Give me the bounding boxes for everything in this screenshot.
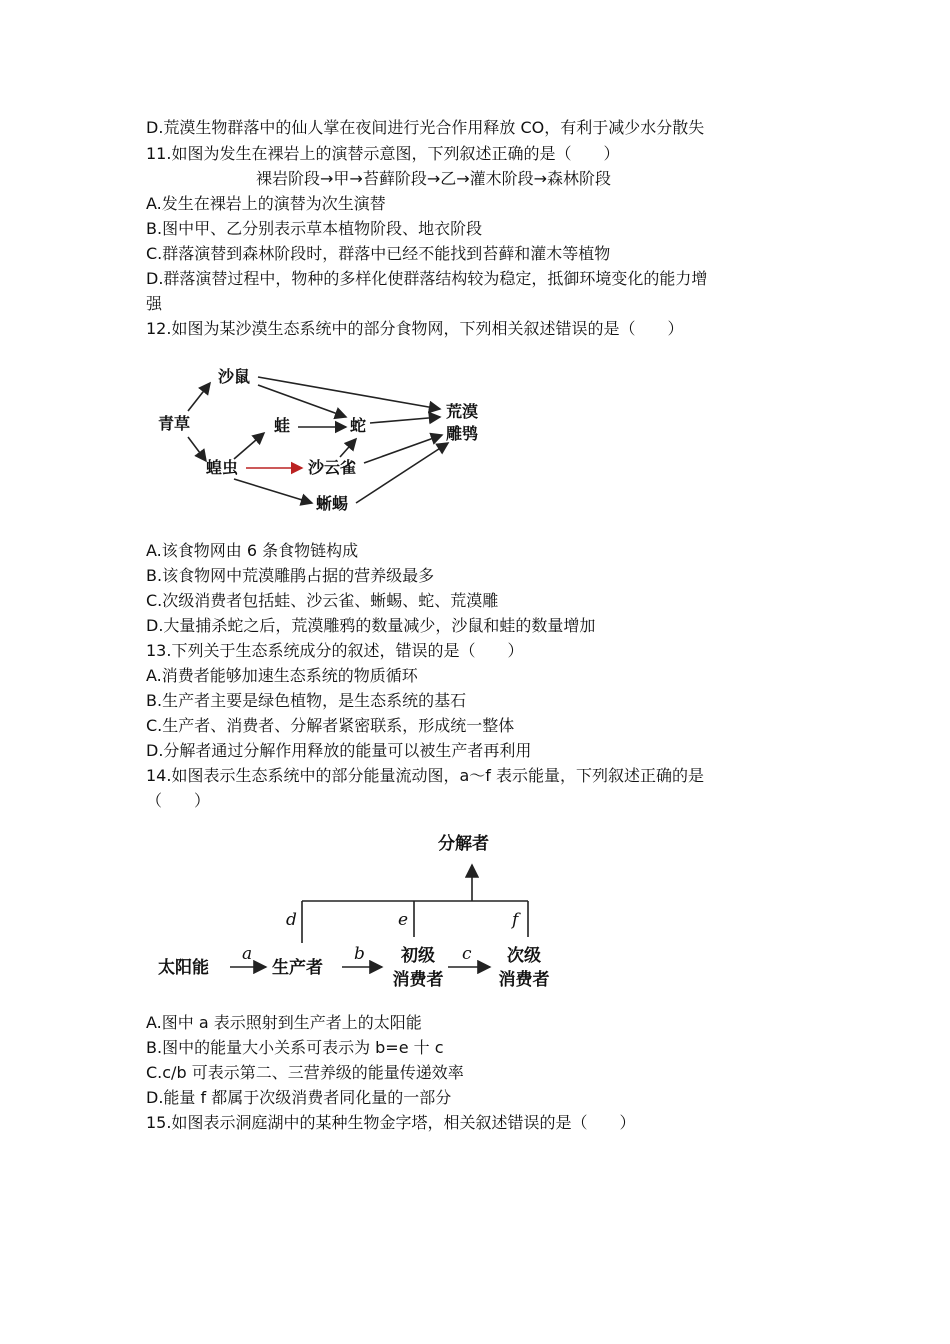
label-b: b xyxy=(354,944,365,964)
q11-option-b: B.图中甲、乙分别表示草本植物阶段、地衣阶段 xyxy=(146,219,483,238)
food-web-diagram xyxy=(150,355,510,525)
node-locust: 蝗虫 xyxy=(206,458,239,477)
node-gerbil: 沙鼠 xyxy=(218,367,251,386)
q11-stem: 11.如图为发生在裸岩上的演替示意图，下列叙述正确的是（ ） xyxy=(146,144,620,163)
arrow-gerbil-eagle xyxy=(258,377,440,409)
node-lark: 沙云雀 xyxy=(308,458,357,477)
q12-option-a: A.该食物网由 6 条食物链构成 xyxy=(146,541,359,560)
arrow-grass-locust xyxy=(188,437,206,461)
q15-stem: 15.如图表示洞庭湖中的某种生物金字塔，相关叙述错误的是（ ） xyxy=(146,1113,636,1132)
node-primary-line1: 初级 xyxy=(401,946,435,966)
q12-option-b: B.该食物网中荒漠雕鹃占据的营养级最多 xyxy=(146,566,435,585)
label-d: d xyxy=(286,910,297,930)
q11-succession-sequence: 裸岩阶段→甲→苔藓阶段→乙→灌木阶段→森林阶段 xyxy=(256,169,612,188)
label-a: a xyxy=(242,944,253,964)
q11-option-d-line1: D.群落演替过程中，物种的多样化使群落结构较为稳定，抵御环境变化的能力增 xyxy=(146,269,708,288)
q14-option-a: A.图中 a 表示照射到生产者上的太阳能 xyxy=(146,1013,422,1032)
q14-option-d: D.能量 f 都属于次级消费者同化量的一部分 xyxy=(146,1088,452,1107)
node-producer: 生产者 xyxy=(272,958,323,978)
q12-option-c: C.次级消费者包括蛙、沙云雀、蜥蜴、蛇、荒漠雕 xyxy=(146,591,499,610)
energy-flow-diagram xyxy=(150,825,570,1000)
q13-option-b: B.生产者主要是绿色植物，是生态系统的基石 xyxy=(146,691,467,710)
node-frog: 蛙 xyxy=(274,416,291,435)
q11-option-a: A.发生在裸岩上的演替为次生演替 xyxy=(146,194,386,213)
q14-option-b: B.图中的能量大小关系可表示为 b=e 十 c xyxy=(146,1038,444,1057)
node-lizard: 蜥蜴 xyxy=(316,494,349,513)
node-secondary-line2: 消费者 xyxy=(498,970,550,990)
q13-option-c: C.生产者、消费者、分解者紧密联系，形成统一整体 xyxy=(146,716,515,735)
q14-stem-line2: （ ） xyxy=(146,791,211,810)
node-sun: 太阳能 xyxy=(158,958,209,978)
arrow-lizard-eagle xyxy=(356,443,448,503)
node-primary-line2: 消费者 xyxy=(392,970,444,990)
label-e: e xyxy=(398,910,409,930)
arrow-lark-snake xyxy=(340,439,356,457)
q14-option-c: C.c/b 可表示第二、三营养级的能量传递效率 xyxy=(146,1063,464,1082)
arrow-snake-eagle xyxy=(370,417,440,423)
q12-option-d: D.大量捕杀蛇之后，荒漠雕鸦的数量减少，沙鼠和蛙的数量增加 xyxy=(146,616,596,635)
label-f: f xyxy=(512,910,519,930)
q11-option-d-line2: 强 xyxy=(146,294,163,313)
arrow-lark-eagle xyxy=(364,435,442,463)
arrow-locust-frog xyxy=(234,433,264,459)
label-c: c xyxy=(462,944,472,964)
node-grass: 青草 xyxy=(158,414,191,433)
node-snake: 蛇 xyxy=(350,416,367,435)
node-eagle-line1: 荒漠 xyxy=(446,402,479,421)
q14-stem-line1: 14.如图表示生态系统中的部分能量流动图，a～f 表示能量，下列叙述正确的是 xyxy=(146,766,704,785)
q12-stem: 12.如图为某沙漠生态系统中的部分食物网，下列相关叙述错误的是（ ） xyxy=(146,319,684,338)
q13-stem: 13.下列关于生态系统成分的叙述，错误的是（ ） xyxy=(146,641,524,660)
arrow-grass-gerbil xyxy=(188,383,210,411)
q13-option-d: D.分解者通过分解作用释放的能量可以被生产者再利用 xyxy=(146,741,532,760)
arrow-locust-lizard xyxy=(234,479,312,503)
q13-option-a: A.消费者能够加速生态系统的物质循环 xyxy=(146,666,418,685)
node-eagle-line2: 雕鸮 xyxy=(446,424,479,443)
q10-option-d: D.荒漠生物群落中的仙人掌在夜间进行光合作用释放 CO，有利于减少水分散失 xyxy=(146,118,705,137)
node-decomposer: 分解者 xyxy=(438,834,489,854)
node-secondary-line1: 次级 xyxy=(507,946,541,966)
q11-option-c: C.群落演替到森林阶段时，群落中已经不能找到苔藓和灌木等植物 xyxy=(146,244,611,263)
